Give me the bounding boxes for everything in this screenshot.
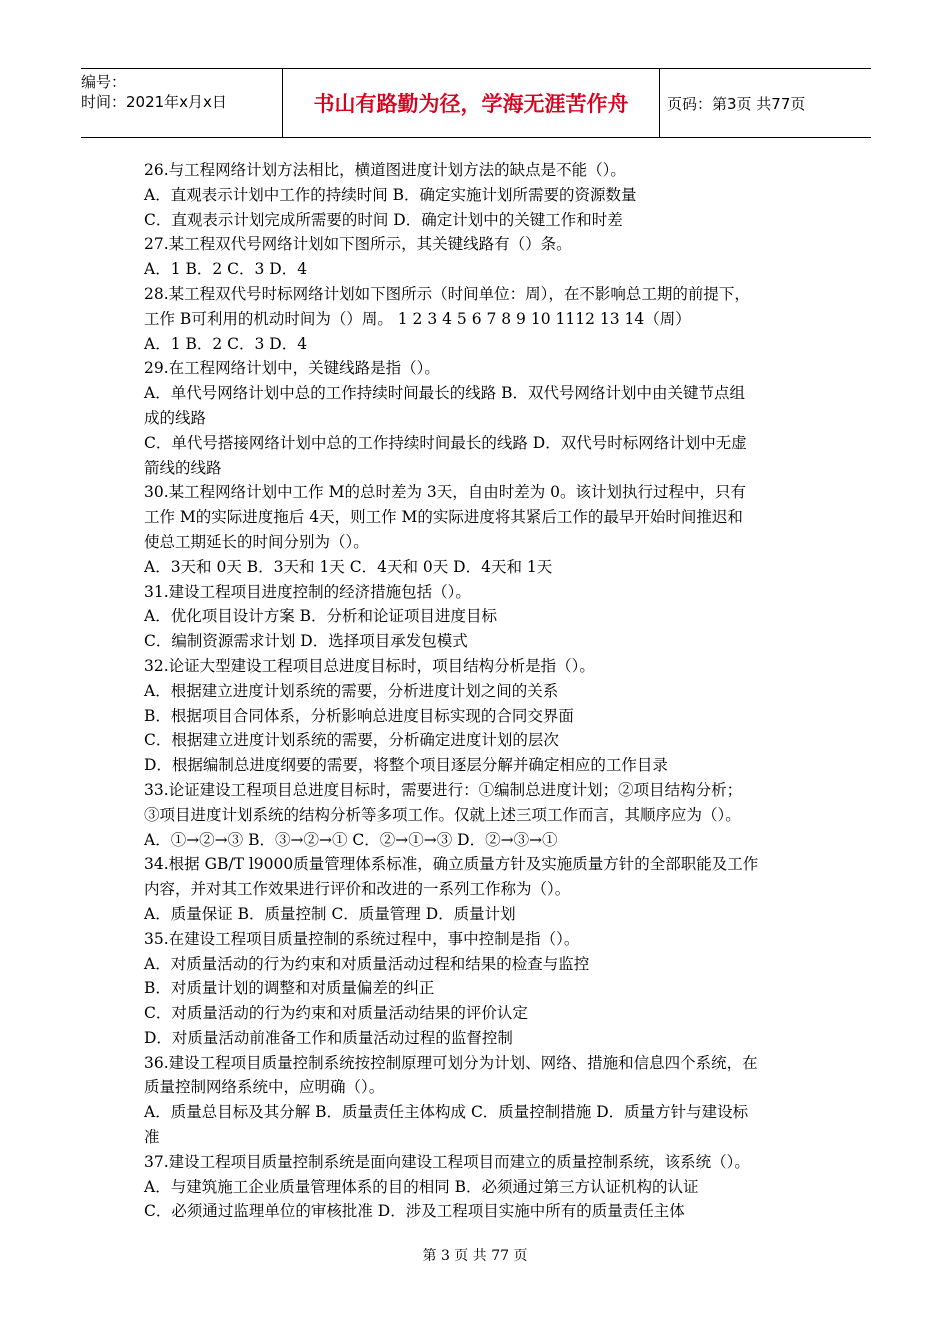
text-line: A．与建筑施工企业质量管理体系的目的相同 B．必须通过第三方认证机构的认证 (144, 1177, 699, 1196)
text-line: 质量控制网络系统中，应明确（）。 (144, 1078, 385, 1097)
text-line: 27.某工程双代号网络计划如下图所示，其关键线路有（）条。 (144, 235, 572, 254)
date-label: 时间：2021年x月x日 (81, 93, 227, 111)
text-line: ③项目进度计划系统的结构分析等多项工作。仅就上述三项工作而言，其顺序应为（）。 (144, 805, 741, 824)
text-line: 33.论证建设工程项目总进度目标时，需要进行：①编制总进度计划；②项目结构分析； (144, 780, 743, 799)
text-line: 使总工期延长的时间分别为（）。 (144, 532, 369, 551)
text-line: 36.建设工程项目质量控制系统按控制原理可划分为计划、网络、措施和信息四个系统，在 (144, 1053, 758, 1072)
text-line: C．单代号搭接网络计划中总的工作持续时间最长的线路 D．双代号时标网络计划中无虚 (144, 433, 747, 452)
text-line: A．1 B．2 C．3 D．4 (144, 334, 308, 353)
text-line: A．3天和 0天 B．3天和 1天 C．4天和 0天 D．4天和 1天 (144, 557, 553, 576)
text-line: A．①→②→③ B．③→②→① C．②→①→③ D．②→③→① (144, 830, 558, 849)
text-line: 成的线路 (144, 408, 207, 427)
text-line: A．直观表示计划中工作的持续时间 B．确定实施计划所需要的资源数量 (144, 185, 637, 204)
text-line: A．单代号网络计划中总的工作持续时间最长的线路 B．双代号网络计划中由关键节点组 (144, 384, 746, 403)
text-line: D．对质量活动前准备工作和质量活动过程的监督控制 (144, 1028, 513, 1047)
text-line: C．对质量活动的行为约束和对质量活动结果的评价认定 (144, 1004, 528, 1023)
text-line: 35.在建设工程项目质量控制的系统过程中，事中控制是指（）。 (144, 929, 580, 948)
text-line: 箭线的线路 (144, 458, 222, 477)
text-line: B．根据项目合同体系，分析影响总进度目标实现的合同交界面 (144, 706, 574, 725)
motto: 书山有路勤为径，学海无涯苦作舟 (282, 69, 660, 137)
text-line: 内容，并对其工作效果进行评价和改进的一系列工作称为（）。 (144, 880, 571, 899)
code-label: 编号： (81, 73, 127, 91)
text-line: C．直观表示计划完成所需要的时间 D．确定计划中的关键工作和时差 (144, 210, 623, 229)
text-line: 32.论证大型建设工程项目总进度目标时，项目结构分析是指（）。 (144, 656, 595, 675)
text-line: 工作 B可利用的机动时间为（）周。 1 2 3 4 5 6 7 8 9 10 1112 13 14（周） (144, 309, 691, 328)
text-line: 30.某工程网络计划中工作 M的总时差为 3天，自由时差为 0。该计划执行过程中，只有 (144, 483, 747, 502)
page-footer: 第 3 页 共 77 页 (422, 1248, 528, 1264)
text-line: A．对质量活动的行为约束和对质量活动过程和结果的检查与监控 (144, 954, 590, 973)
text-line: C．根据建立进度计划系统的需要，分析确定进度计划的层次 (144, 731, 559, 750)
text-line: 34.根据 GB/T l9000质量管理体系标准，确立质量方针及实施质量方针的全部职能及工作 (144, 855, 759, 874)
text-line: B．对质量计划的调整和对质量偏差的纠正 (144, 979, 435, 998)
text-line: A．质量保证 B．质量控制 C．质量管理 D．质量计划 (144, 904, 516, 923)
text-line: 37.建设工程项目质量控制系统是面向建设工程项目而建立的质量控制系统，该系统（）。 (144, 1152, 750, 1171)
page-info: 页码：第3页 共77页 (667, 94, 806, 113)
text-line: 28.某工程双代号时标网络计划如下图所示（时间单位：周），在不影响总工期的前提下， (144, 284, 750, 303)
text-line: 26.与工程网络计划方法相比，横道图进度计划方法的缺点是不能（）。 (144, 161, 626, 179)
text-line: A．优化项目设计方案 B．分析和论证项目进度目标 (144, 607, 498, 626)
text-line: 29.在工程网络计划中，关键线路是指（）。 (144, 359, 440, 378)
text-line: 准 (144, 1128, 160, 1147)
text-line: 31.建设工程项目进度控制的经济措施包括（）。 (144, 582, 471, 601)
text-line: A．1 B．2 C．3 D．4 (144, 260, 308, 279)
header-left (81, 69, 282, 140)
text-line: A．根据建立进度计划系统的需要，分析进度计划之间的关系 (144, 681, 559, 700)
text-line: 工作 M的实际进度拖后 4天，则工作 M的实际进度将其紧后工作的最早开始时间推迟和 (144, 508, 743, 527)
text-line: A．质量总目标及其分解 B．质量责任主体构成 C．质量控制措施 D．质量方针与建设标 (144, 1103, 749, 1122)
question-body (144, 158, 810, 1224)
text-line: D．根据编制总进度纲要的需要，将整个项目逐层分解并确定相应的工作目录 (144, 756, 668, 775)
text-line: C．编制资源需求计划 D．选择项目承发包模式 (144, 632, 468, 651)
page-header (81, 68, 871, 138)
text-line: C．必须通过监理单位的审核批准 D．涉及工程项目实施中所有的质量责任主体 (144, 1202, 685, 1221)
